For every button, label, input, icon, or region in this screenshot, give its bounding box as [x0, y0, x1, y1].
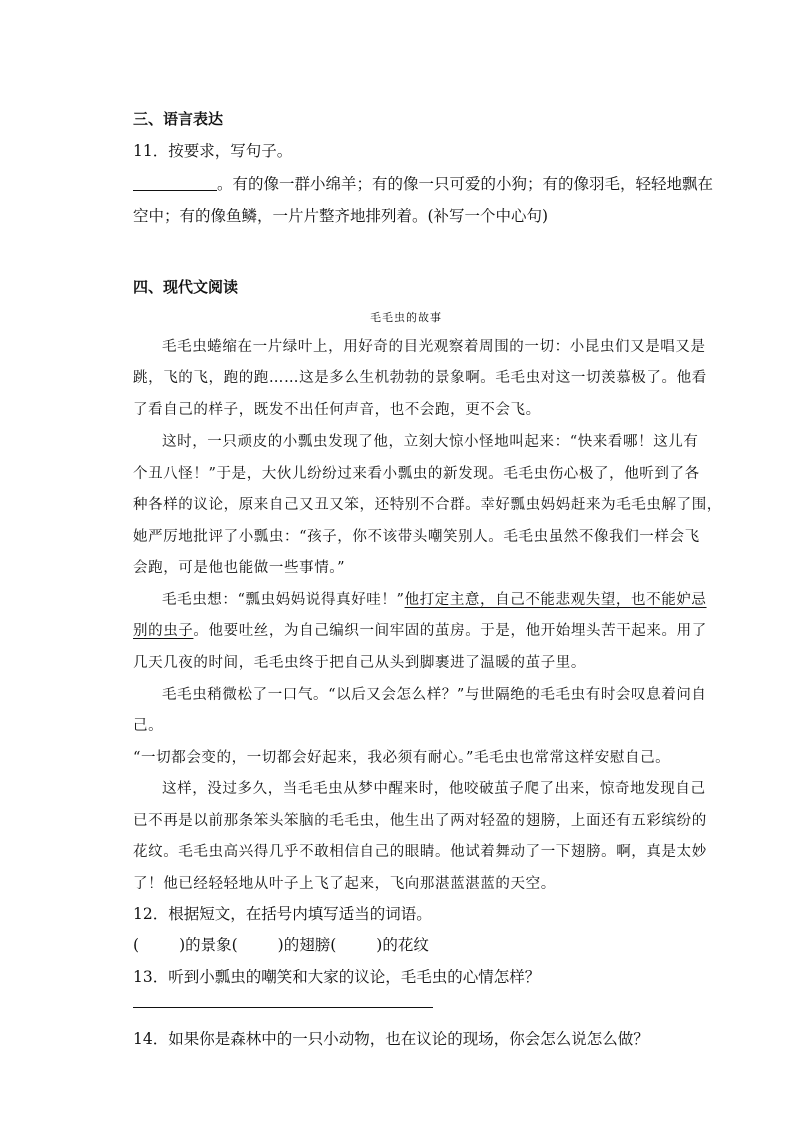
- fill-text: (: [133, 936, 140, 954]
- passage-title: 毛毛虫的故事: [370, 311, 442, 324]
- question-12-label: 12．根据短文，在括号内填写适当的词语。: [133, 905, 432, 923]
- underlined-sentence: 别的虫子: [133, 623, 194, 639]
- passage-line: 跳，飞的飞，跑的跑……这是多么生机勃勃的景象啊。毛毛虫对这一切羡慕极了。他看: [133, 370, 707, 386]
- passage-text: 毛毛虫想：“瓢虫妈妈说得真好哇！”: [162, 592, 405, 608]
- passage-line: [162, 588, 707, 609]
- passage-line: 花纹。毛毛虫高兴得几乎不敢相信自己的眼睛。他试着舞动了一下翅膀。啊，真是太妙: [133, 844, 707, 860]
- passage-line: 了看自己的样子，既发不出任何声音，也不会跑，更不会飞。: [133, 402, 541, 418]
- question-11-line-2: 空中；有的像鱼鳞，一片片整齐地排列着。(补写一个中心句): [133, 207, 549, 225]
- question-11-text: 。有的像一群小绵羊；有的像一只可爱的小狗；有的像羽毛，轻轻地飘在: [217, 175, 714, 193]
- fill-text: )的花纹: [376, 936, 429, 954]
- passage-line: 已不再是以前那条笨头笨脑的毛毛虫，他生出了两对轻盈的翅膀，上面还有五彩缤纷的: [133, 813, 707, 829]
- answer-line: [133, 1007, 433, 1008]
- passage-line: [133, 619, 707, 640]
- passage-line: 会跑，可是他也能做一些事情。”: [133, 560, 346, 576]
- question-11-line-1: [133, 172, 713, 194]
- passage-line: 这样，没过多久，当毛毛虫从梦中醒来时，他咬破茧子爬了出来，惊奇地发现自己: [162, 781, 706, 797]
- question-13-label: 13．听到小瓢虫的嘲笑和大家的议论，毛毛虫的心情怎样？: [133, 968, 541, 986]
- passage-text: 。他要吐丝，为自己编织一间牢固的茧房。于是，他开始埋头苦干起来。用了: [193, 623, 707, 639]
- question-11-label: 11．按要求，写句子。: [133, 142, 293, 160]
- passage-line: 这时，一只顽皮的小瓢虫发现了他，立刻大惊小怪地叫起来：“快来看哪！这儿有: [162, 434, 699, 450]
- passage-line: 她严厉地批评了小瓢虫：“孩子，你不该带头嘲笑别人。毛毛虫虽然不像我们一样会飞: [133, 529, 700, 545]
- passage-line: 种各样的议论，原来自己又丑又笨，还特别不合群。幸好瓢虫妈妈赶来为毛毛虫解了围，: [133, 497, 722, 513]
- passage-line: 毛毛虫稍微松了一口气。“以后又会怎么样？”与世隔绝的毛毛虫有时会叹息着问自: [162, 687, 707, 703]
- section-heading-modern-reading: 四、现代文阅读: [133, 278, 239, 296]
- passage-line: 几天几夜的时间，毛毛虫终于把自己从头到脚裹进了温暖的茧子里。: [133, 655, 586, 671]
- passage-line: 毛毛虫蜷缩在一片绿叶上，用好奇的目光观察着周围的一切：小昆虫们又是唱又是: [162, 339, 706, 355]
- fill-text: )的翅膀(: [277, 936, 337, 954]
- passage-line: “一切都会变的，一切都会好起来，我必须有耐心。”毛毛虫也常常这样安慰自己。: [133, 750, 671, 766]
- section-heading-language-expression: 三、语言表达: [133, 110, 224, 128]
- underlined-sentence: 他打定主意，自己不能悲观失望，也不能妒忌: [404, 592, 707, 608]
- answer-blank: [133, 176, 217, 191]
- passage-line: 了！他已经轻轻地从叶子上飞了起来，飞向那湛蓝湛蓝的天空。: [133, 876, 556, 892]
- passage-line: 个丑八怪！”于是，大伙儿纷纷过来看小瓢虫的新发现。毛毛虫伤心极了，他听到了各: [133, 466, 700, 482]
- question-14-label: 14．如果你是森林中的一只小动物，也在议论的现场，你会怎么说怎么做？: [133, 1030, 649, 1048]
- fill-text: )的景象(: [179, 936, 238, 954]
- passage-line: 己。: [133, 718, 164, 734]
- question-12-fill-blanks: [133, 933, 429, 955]
